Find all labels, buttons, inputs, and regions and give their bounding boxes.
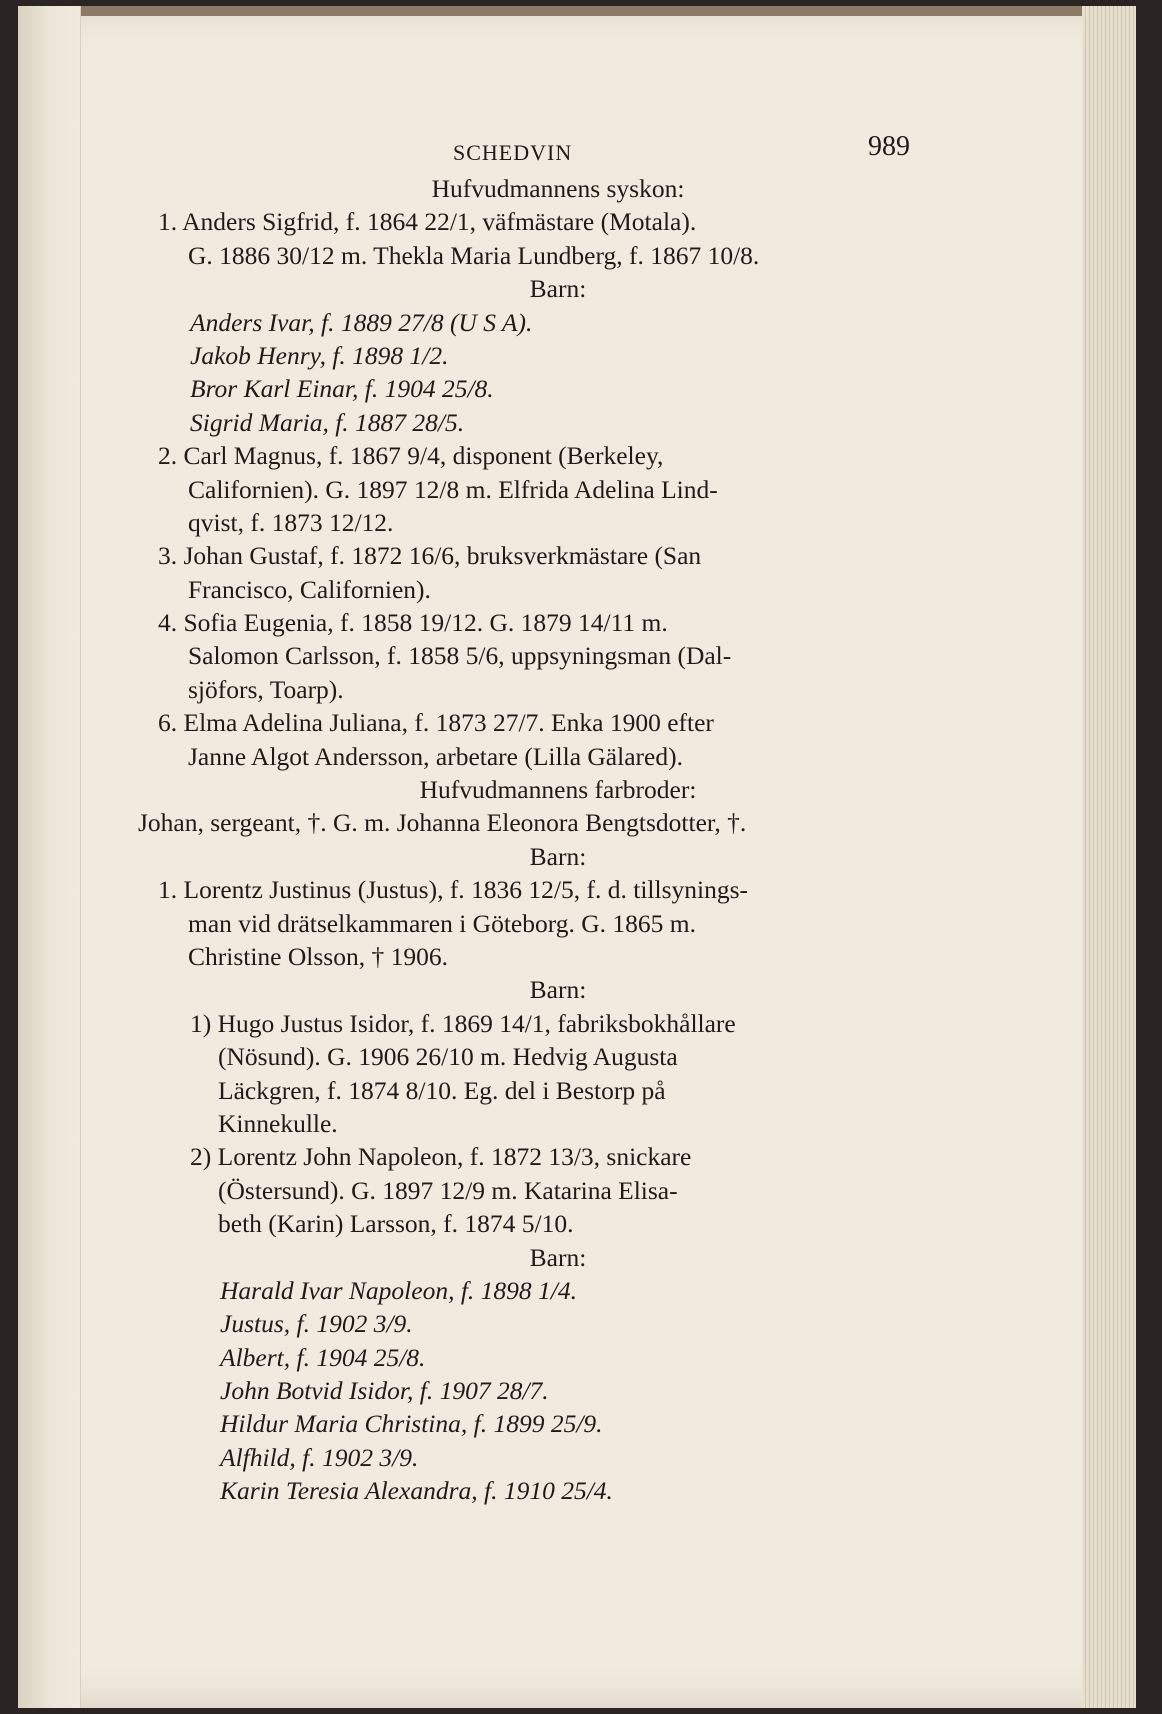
page-fore-edge	[1082, 6, 1136, 1708]
child-entry: Justus, f. 1902 3/9.	[220, 1309, 413, 1339]
page-gutter	[18, 6, 81, 1708]
text-line: 1) Hugo Justus Isidor, f. 1869 14/1, fabriksbokhållare	[190, 1008, 736, 1038]
text-line: (Nösund). G. 1906 26/10 m. Hedvig Augusta	[218, 1042, 678, 1072]
subheading-barn: Barn:	[529, 841, 587, 871]
text-line: 6. Elma Adelina Juliana, f. 1873 27/7. Enka 1900 efter	[158, 708, 714, 738]
text-line: 3. Johan Gustaf, f. 1872 16/6, bruksverkmästare (San	[158, 541, 702, 571]
text-line: 1. Lorentz Justinus (Justus), f. 1836 12/5, f. d. tillsynings-	[158, 875, 749, 905]
child-entry: Anders Ivar, f. 1889 27/8 (U S A).	[190, 307, 533, 337]
section-heading: Hufvudmannens farbroder:	[419, 775, 697, 805]
text-line: man vid drätselkammaren i Göteborg. G. 1865 m.	[188, 908, 697, 938]
child-entry: John Botvid Isidor, f. 1907 28/7.	[220, 1376, 549, 1406]
child-entry: Hildur Maria Christina, f. 1899 25/9.	[220, 1409, 603, 1439]
text-line: Janne Algot Andersson, arbetare (Lilla Gälared).	[188, 741, 683, 771]
text-line: 2) Lorentz John Napoleon, f. 1872 13/3, snickare	[190, 1142, 692, 1172]
text-line: beth (Karin) Larsson, f. 1874 5/10.	[218, 1209, 574, 1239]
book-page	[18, 6, 1136, 1708]
child-entry: Alfhild, f. 1902 3/9.	[220, 1442, 419, 1472]
page-text	[138, 124, 938, 1508]
text-line: 2. Carl Magnus, f. 1867 9/4, disponent (Berkeley,	[158, 441, 664, 471]
text-line: qvist, f. 1873 12/12.	[188, 507, 394, 537]
text-line: sjöfors, Toarp).	[188, 674, 344, 704]
text-line: Kinnekulle.	[218, 1108, 338, 1138]
page-number: 989	[868, 131, 910, 162]
child-entry: Bror Karl Einar, f. 1904 25/8.	[190, 374, 494, 404]
subheading-barn: Barn:	[529, 975, 587, 1005]
child-entry: Harald Ivar Napoleon, f. 1898 1/4.	[220, 1275, 577, 1305]
running-title: SCHEDVIN	[453, 140, 573, 165]
text-line: (Östersund). G. 1897 12/9 m. Katarina Elisa-	[218, 1175, 678, 1205]
child-entry: Karin Teresia Alexandra, f. 1910 25/4.	[220, 1476, 613, 1506]
text-line: Californien). G. 1897 12/8 m. Elfrida Adelina Lind-	[188, 474, 718, 504]
subheading-barn: Barn:	[529, 274, 587, 304]
text-line: Salomon Carlsson, f. 1858 5/6, uppsyningsman (Dal-	[188, 641, 732, 671]
child-entry: Sigrid Maria, f. 1887 28/5.	[190, 407, 465, 437]
text-line: Läckgren, f. 1874 8/10. Eg. del i Bestorp på	[218, 1075, 666, 1105]
text-line: 1. Anders Sigfrid, f. 1864 22/1, väfmästare (Motala).	[158, 207, 697, 237]
text-line: 4. Sofia Eugenia, f. 1858 19/12. G. 1879 14/11 m.	[158, 608, 668, 638]
section-heading: Hufvudmannens syskon:	[431, 174, 685, 203]
subheading-barn: Barn:	[529, 1242, 587, 1272]
child-entry: Jakob Henry, f. 1898 1/2.	[190, 340, 449, 370]
text-line: Francisco, Californien).	[188, 574, 431, 604]
text-line: G. 1886 30/12 m. Thekla Maria Lundberg, f. 1867 10/8.	[188, 240, 760, 270]
page-top-edge	[18, 6, 1136, 16]
text-line: Johan, sergeant, †. G. m. Johanna Eleonora Bengtsdotter, †.	[138, 808, 747, 838]
child-entry: Albert, f. 1904 25/8.	[220, 1342, 426, 1372]
running-header	[138, 124, 938, 172]
text-line: Christine Olsson, † 1906.	[188, 941, 448, 971]
